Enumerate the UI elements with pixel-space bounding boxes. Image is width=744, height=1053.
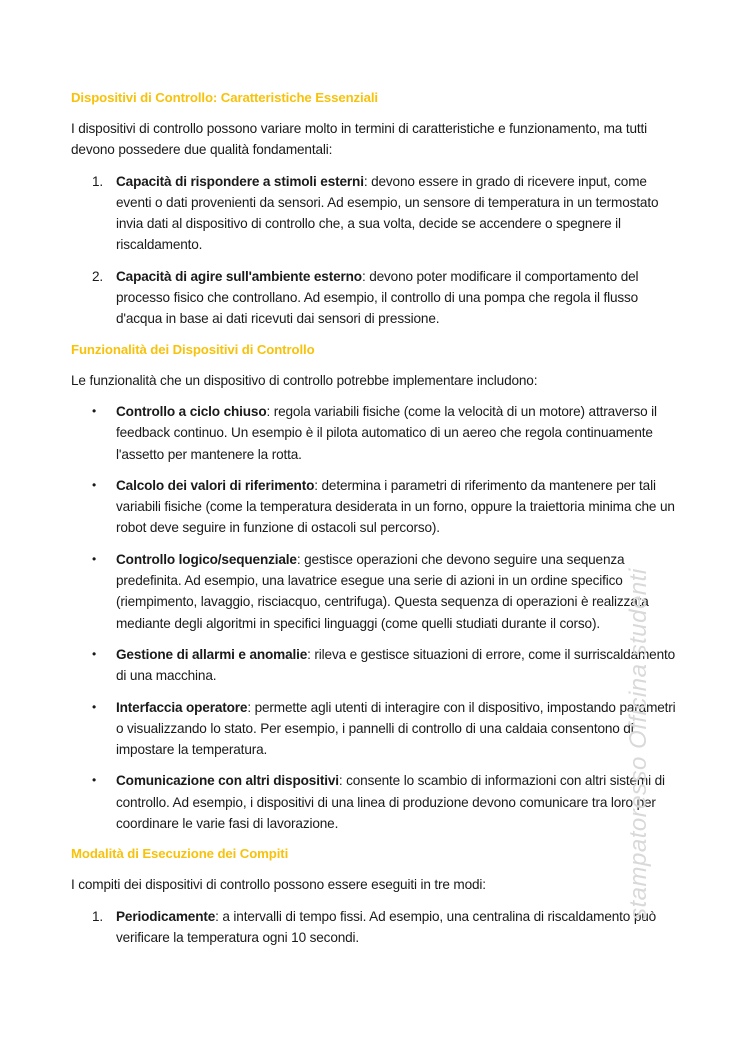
ordered-list bbox=[71, 906, 676, 949]
item-term: Controllo logico/sequenziale bbox=[116, 551, 297, 567]
item-text: : consente lo scambio di informazioni con altri sistemi di controllo. Ad esempio, i dispositivi di una linea di produzione devono comunicare tra loro per coordinare le varie fasi di lavorazione. bbox=[116, 773, 665, 832]
bullet-icon: • bbox=[92, 551, 97, 566]
section-intro: I dispositivi di controllo possono variare molto in termini di caratteristiche e funzionamento, ma tutti devono possedere due qualità fondamentali: bbox=[71, 121, 648, 158]
bullet-icon: • bbox=[92, 477, 97, 492]
ordered-list bbox=[71, 171, 676, 330]
item-term: Capacità di rispondere a stimoli esterni bbox=[116, 173, 364, 189]
item-term: Controllo a ciclo chiuso bbox=[116, 403, 267, 419]
item-text: : rileva e gestisce situazioni di errore, come il surriscaldamento di una macchina. bbox=[116, 646, 676, 684]
list-item bbox=[71, 770, 676, 834]
item-text: : devono essere in grado di ricevere input, come eventi o dati provenienti da sensori. Ad esempio, un sensore di temperatura in un termostato invia dati al dispositivo di controllo che, a sua volta, decide se accendere o spegnere il riscaldamento. bbox=[116, 173, 659, 253]
item-text: : devono poter modificare il comportamento del processo fisico che controllano. Ad esempio, il controllo di una pompa che regola il flusso d'acqua in base ai dati ricevuti dai sensori di pressione. bbox=[116, 268, 639, 327]
list-number: 2. bbox=[92, 268, 104, 284]
bullet-icon: • bbox=[92, 699, 97, 714]
list-item bbox=[71, 644, 676, 687]
section-intro: Le funzionalità che un dispositivo di controllo potrebbe implementare includono: bbox=[71, 372, 538, 388]
item-term: Periodicamente bbox=[116, 908, 216, 924]
list-item bbox=[71, 401, 676, 465]
list-item bbox=[71, 266, 676, 330]
document-page bbox=[71, 88, 676, 958]
section-heading: Dispositivi di Controllo: Caratteristiche Essenziali bbox=[71, 90, 378, 105]
item-text: : permette agli utenti di interagire con il dispositivo, impostando parametri o visualizzando lo stato. Per esempio, i pannelli di controllo di una caldaia consentono di impostare la temperatura. bbox=[116, 699, 676, 758]
list-item bbox=[71, 171, 676, 256]
item-text: : a intervalli di tempo fissi. Ad esempio, una centralina di riscaldamento può verificare la temperatura ogni 10 secondi. bbox=[116, 908, 657, 945]
list-item bbox=[71, 475, 676, 539]
section-heading: Funzionalità dei Dispositivi di Controllo bbox=[71, 341, 315, 357]
section-intro: I compiti dei dispositivi di controllo possono essere eseguiti in tre modi: bbox=[71, 877, 486, 893]
list-item bbox=[71, 906, 676, 949]
item-term: Comunicazione con altri dispositivi bbox=[116, 773, 339, 789]
list-number: 1. bbox=[92, 908, 104, 924]
item-term: Calcolo dei valori di riferimento bbox=[116, 477, 315, 493]
watermark: stampatoresso Officina studenti bbox=[625, 568, 652, 920]
item-text: : determina i parametri di riferimento da mantenere per tali variabili fisiche (come la temperatura desiderata in un forno, oppure la traiettoria minima che un robot deve seguire in funzione di ostacoli sul percorso). bbox=[116, 477, 675, 536]
list-number: 1. bbox=[92, 173, 104, 189]
list-item bbox=[71, 697, 676, 761]
item-text: : regola variabili fisiche (come la velocità di un motore) attraverso il feedback continuo. Un esempio è il pilota automatico di un aereo che regola continuamente l'assetto per mantenere la rotta. bbox=[116, 403, 657, 462]
list-item bbox=[71, 549, 676, 634]
section-heading: Modalità di Esecuzione dei Compiti bbox=[71, 846, 289, 862]
item-term: Gestione di allarmi e anomalie bbox=[116, 646, 308, 662]
bullet-icon: • bbox=[92, 646, 97, 661]
bullet-list bbox=[71, 401, 676, 834]
bullet-icon: • bbox=[92, 403, 97, 418]
item-text: : gestisce operazioni che devono seguire una sequenza predefinita. Ad esempio, una lavatrice esegue una serie di azioni in un ordine specifico (riempimento, lavaggio, risciacquo, centrifuga). Questa sequenza di operazioni è realizzata mediante degli algoritmi in specifici linguaggi (come quelli studiati durante il corso). bbox=[116, 551, 649, 631]
item-term: Interfaccia operatore bbox=[116, 699, 248, 715]
bullet-icon: • bbox=[92, 773, 97, 788]
item-term: Capacità di agire sull'ambiente esterno bbox=[116, 268, 362, 284]
